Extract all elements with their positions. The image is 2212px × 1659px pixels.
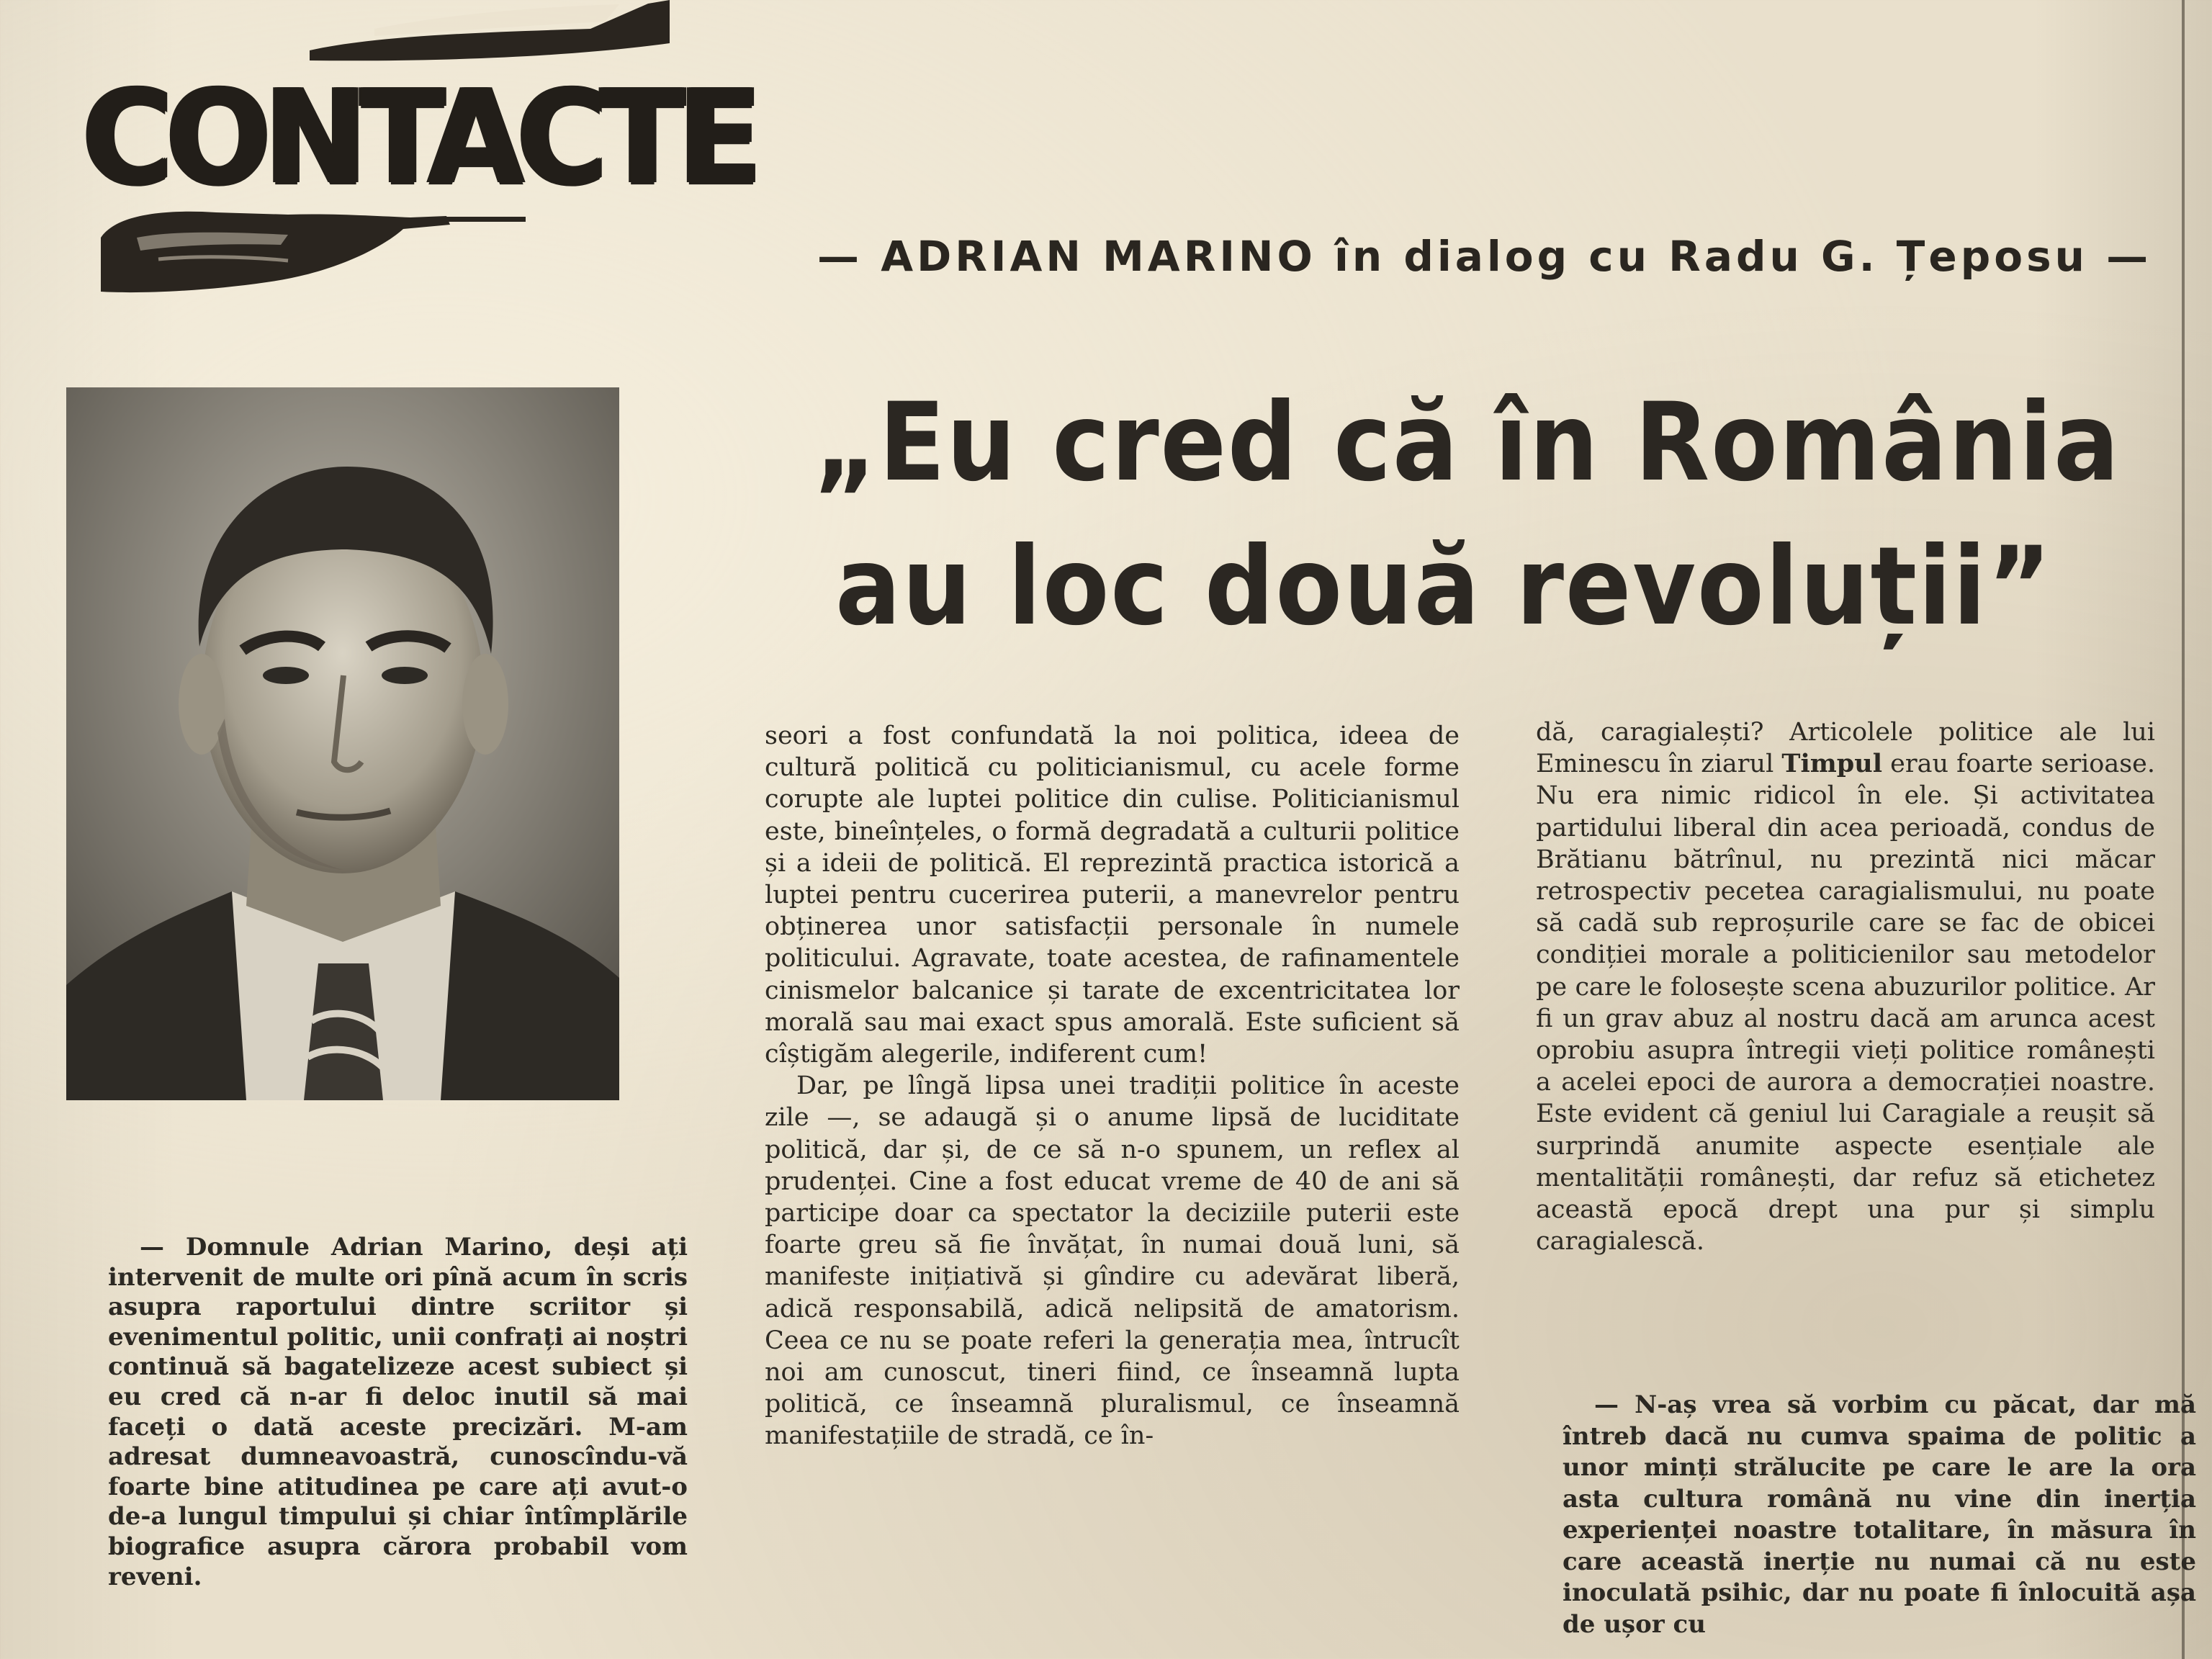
masthead <box>72 0 755 302</box>
question-paragraph-2: — N-aș vrea să vorbim cu păcat, dar mă întreb dacă nu cumva spaima de politic a unor minți strălucite pe care le are la ora asta cultura română nu vine din inerția experienței noastre totalitare, în măsura în care această inerție nu numai că nu este inoculată psihic, dar nu poate fi înlocuită așa de ușor cu <box>1563 1390 2196 1639</box>
masthead-title: CONTACTE <box>82 60 755 213</box>
answer-column-middle <box>765 720 1460 1452</box>
answer-paragraph-1: seori a fost confundată la noi politica, ideea de cultură politică cu politicianismul, cu acele forme corupte ale luptei politice din culise. Politicianismul este, bineînțeles, o formă degradată a culturii politice și a ideii de politică. El reprezintă practica istorică a luptei pentru cucerirea puterii, a manevrelor pentru obținerea unor satisfacții personale în numele politicului. Agravate, toate acestea, de rafinamentele cinismelor balcanice și tarate de excentricitatea lor morală sau mai exact spus amorală. Este suficient să cîștigăm alegerile, indiferent cum! <box>765 721 1460 1069</box>
answer-paragraph-3: dă, caragialești? Articolele politice ale lui Eminescu în ziarul Timpul erau foarte serioase. Nu era nimic ridicol în ele. Și activitatea partidului liberal din acea perioadă, condus de Brătianu bătrînul, nu prezintă nici măcar retrospectiv pecetea caragialismului, nu poate să cadă sub reproșurile care se fac de obicei condiției morale a politicienilor sau metodelor pe care le folosește scena abuzurilor politice. Ar fi un grav abuz al nostru dacă am arunca acest oprobiu asupra întregii vieți politice românești a acelei epoci de aurora a democrației noastre. Este evident că geniul lui Caragiale a reușit să surprindă anumite aspecte esențiale ale mentalității românești, dar refuz să etichetez această epocă drept una pur și simplu caragialescă. <box>1536 718 2155 1256</box>
byline: — ADRIAN MARINO în dialog cu Radu G. Țeposu — <box>817 232 2152 281</box>
headline-line-2: au loc două revoluții” <box>835 524 2053 649</box>
newspaper-name: Timpul <box>1781 749 1882 779</box>
interview-question-column <box>108 1233 688 1592</box>
question-paragraph: — Domnule Adrian Marino, deși ați intervenit de multe ori pînă acum în scris asupra raportului dintre scriitor și evenimentul politic, unii confrați ai noștri continuă să bagatelizeze acest subiect și eu cred că n-ar fi deloc inutil să mai faceți o dată aceste precizări. M-am adresat dumneavoastră, cunoscîndu-vă foarte bine atitudinea pe care ați avut-o de-a lungul timpului și chiar întîmplările biografice asupra cărora probabil vom reveni. <box>108 1233 688 1591</box>
answer-paragraph-2: Dar, pe lîngă lipsa unei tradiții politice în aceste zile —, se adaugă și o anume lipsă de luciditate politică, dar și, de ce să n-o spunem, un reflex al prudenței. Cine a fost educat vreme de 40 de ani să participe doar ca spectator la deciziile puterii este foarte greu să fie învățat, în numai două luni, să manifeste inițiativă și gîndire cu adevărat liberă, adică responsabilă, adică nelipsită de amatorism. Ceea ce nu se poate referi la generația mea, întrucît noi am cunoscut, tineri fiind, ce înseamnă lupta politică, ce înseamnă pluralismul, ce înseamnă manifestațiile de stradă, ce în- <box>765 1071 1460 1451</box>
answer-column-right <box>1536 716 2155 1257</box>
portrait-photo <box>66 387 619 1100</box>
interview-question-2 <box>1563 1390 2196 1640</box>
bleed-through-text <box>1498 310 2212 713</box>
headline-line-1: „Eu cred că în România <box>814 380 2121 505</box>
